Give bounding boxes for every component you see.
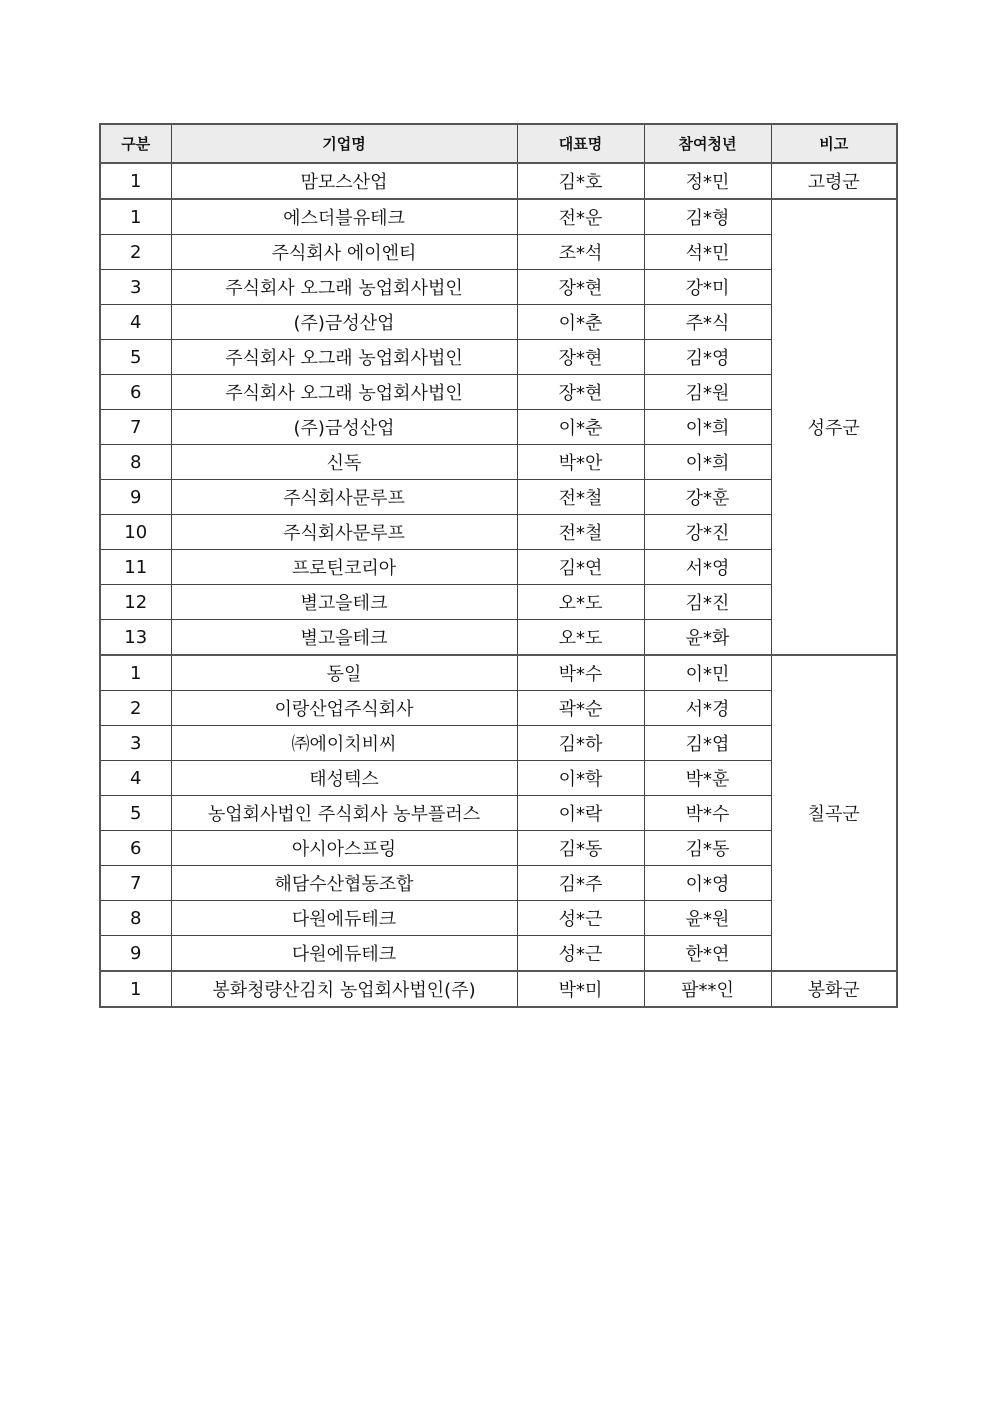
youth-name: 강*훈 [644,480,771,515]
row-number: 9 [100,936,171,972]
company-name: 이랑산업주식회사 [171,691,517,726]
participant-table [99,123,898,1008]
header-division: 구분 [100,124,171,163]
row-number: 8 [100,901,171,936]
ceo-name: 박*수 [517,655,644,691]
ceo-name: 곽*순 [517,691,644,726]
youth-name: 강*미 [644,270,771,305]
youth-name: 팜**인 [644,971,771,1007]
youth-name: 김*형 [644,199,771,235]
row-number: 13 [100,620,171,656]
youth-name: 이*희 [644,445,771,480]
table-row [100,163,897,199]
company-name: ㈜에이치비씨 [171,726,517,761]
ceo-name: 성*근 [517,901,644,936]
row-number: 6 [100,831,171,866]
row-number: 1 [100,199,171,235]
youth-name: 김*진 [644,585,771,620]
header-remarks: 비고 [771,124,897,163]
ceo-name: 이*락 [517,796,644,831]
company-name: 주식회사 오그래 농업회사법인 [171,270,517,305]
company-name: (주)금성산업 [171,305,517,340]
ceo-name: 박*안 [517,445,644,480]
youth-name: 서*영 [644,550,771,585]
youth-name: 박*수 [644,796,771,831]
company-name: 주식회사 오그래 농업회사법인 [171,340,517,375]
youth-name: 이*영 [644,866,771,901]
table-header [100,124,897,163]
company-name: 맘모스산업 [171,163,517,199]
table-row [100,971,897,1007]
company-name: 주식회사문루프 [171,515,517,550]
region-remark: 성주군 [771,199,897,655]
company-name: 다원에듀테크 [171,936,517,972]
company-name: 다원에듀테크 [171,901,517,936]
row-number: 2 [100,691,171,726]
header-row [100,124,897,163]
ceo-name: 김*주 [517,866,644,901]
ceo-name: 이*춘 [517,410,644,445]
region-remark: 칠곡군 [771,655,897,971]
company-name: 봉화청량산김치 농업회사법인(주) [171,971,517,1007]
company-name: 동일 [171,655,517,691]
ceo-name: 전*운 [517,199,644,235]
row-number: 8 [100,445,171,480]
company-name: 아시아스프링 [171,831,517,866]
youth-name: 김*엽 [644,726,771,761]
company-name: 에스더블유테크 [171,199,517,235]
youth-name: 한*연 [644,936,771,972]
row-number: 1 [100,655,171,691]
ceo-name: 전*철 [517,480,644,515]
youth-name: 윤*화 [644,620,771,656]
youth-name: 김*영 [644,340,771,375]
youth-name: 정*민 [644,163,771,199]
ceo-name: 이*춘 [517,305,644,340]
company-name: 별고을테크 [171,620,517,656]
ceo-name: 김*하 [517,726,644,761]
region-remark: 봉화군 [771,971,897,1007]
ceo-name: 성*근 [517,936,644,972]
company-name: 프로틴코리아 [171,550,517,585]
ceo-name: 이*학 [517,761,644,796]
row-number: 2 [100,235,171,270]
ceo-name: 김*동 [517,831,644,866]
row-number: 7 [100,410,171,445]
ceo-name: 장*현 [517,340,644,375]
row-number: 4 [100,761,171,796]
table-row [100,199,897,235]
row-number: 5 [100,340,171,375]
company-name: 별고을테크 [171,585,517,620]
ceo-name: 김*호 [517,163,644,199]
row-number: 1 [100,971,171,1007]
table-row [100,655,897,691]
row-number: 3 [100,270,171,305]
ceo-name: 조*석 [517,235,644,270]
ceo-name: 장*현 [517,270,644,305]
ceo-name: 김*연 [517,550,644,585]
youth-name: 김*동 [644,831,771,866]
ceo-name: 오*도 [517,620,644,656]
row-number: 5 [100,796,171,831]
ceo-name: 전*철 [517,515,644,550]
table-body [100,163,897,1007]
row-number: 6 [100,375,171,410]
ceo-name: 장*현 [517,375,644,410]
company-name: 농업회사법인 주식회사 농부플러스 [171,796,517,831]
youth-name: 이*희 [644,410,771,445]
row-number: 3 [100,726,171,761]
company-name: 주식회사 에이엔티 [171,235,517,270]
company-name: (주)금성산업 [171,410,517,445]
row-number: 7 [100,866,171,901]
youth-name: 이*민 [644,655,771,691]
header-ceo: 대표명 [517,124,644,163]
youth-name: 주*식 [644,305,771,340]
company-name: 주식회사문루프 [171,480,517,515]
row-number: 11 [100,550,171,585]
company-name: 주식회사 오그래 농업회사법인 [171,375,517,410]
header-youth: 참여청년 [644,124,771,163]
company-name: 태성텍스 [171,761,517,796]
company-name: 신독 [171,445,517,480]
region-remark: 고령군 [771,163,897,199]
row-number: 1 [100,163,171,199]
youth-name: 석*민 [644,235,771,270]
company-name: 해담수산협동조합 [171,866,517,901]
row-number: 12 [100,585,171,620]
header-company: 기업명 [171,124,517,163]
youth-name: 윤*원 [644,901,771,936]
youth-name: 서*경 [644,691,771,726]
ceo-name: 오*도 [517,585,644,620]
youth-name: 박*훈 [644,761,771,796]
row-number: 10 [100,515,171,550]
ceo-name: 박*미 [517,971,644,1007]
row-number: 4 [100,305,171,340]
youth-name: 강*진 [644,515,771,550]
row-number: 9 [100,480,171,515]
youth-name: 김*원 [644,375,771,410]
